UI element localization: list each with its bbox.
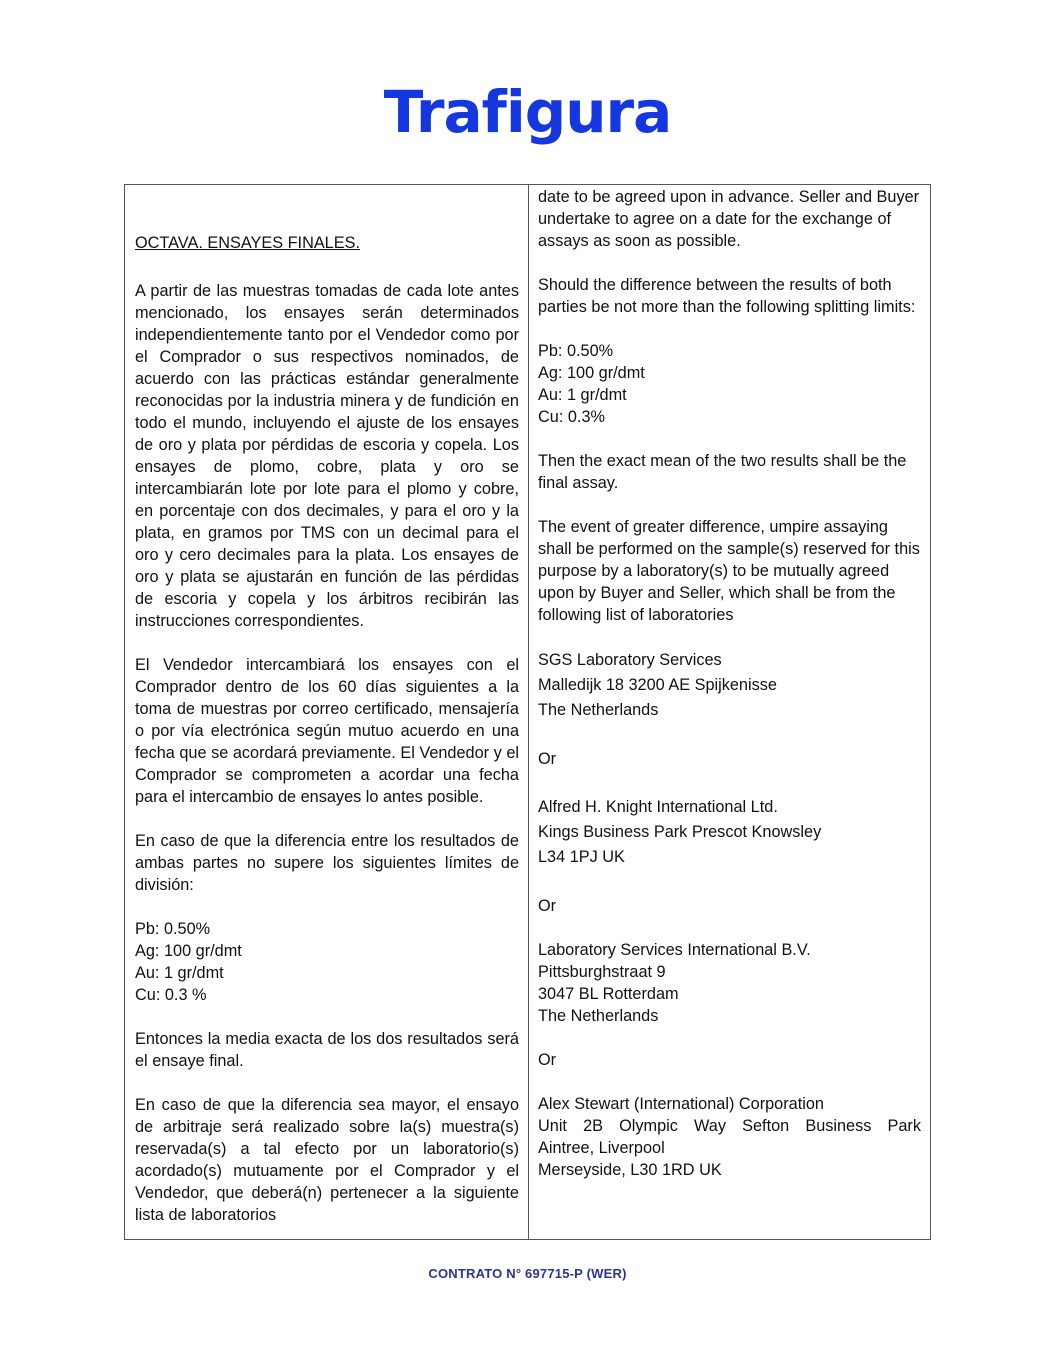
contract-number: CONTRATO N° 697715-P (WER) xyxy=(428,1266,627,1281)
limit-ag: Ag: 100 gr/dmt xyxy=(135,942,242,960)
paragraph-splitting-limits: En caso de que la diferencia entre los resultados de ambas partes no supere los siguientes límites de división: xyxy=(135,832,519,894)
paragraph-assay-exchange-en: date to be agreed upon in advance. Seller and Buyer undertake to agree on a date for the exchange of assays as soon as possible. xyxy=(538,188,920,250)
paragraph-final-assay-en: Then the exact mean of the two results shall be the final assay. xyxy=(538,452,907,492)
section-heading: OCTAVA. ENSAYES FINALES. xyxy=(135,234,360,252)
limit-pb: Pb: 0.50% xyxy=(135,920,211,938)
lab-country: The Netherlands xyxy=(538,1007,659,1025)
laboratory-sgs xyxy=(538,648,921,723)
splitting-limits-list xyxy=(135,918,519,1006)
lab-country: The Netherlands xyxy=(538,701,659,719)
limit-au: Au: 1 gr/dmt xyxy=(538,386,627,404)
lab-name: Alex Stewart (International) Corporation xyxy=(538,1095,824,1113)
lab-address: Kings Business Park Prescot Knowsley xyxy=(538,823,822,841)
limit-au: Au: 1 gr/dmt xyxy=(135,964,224,982)
limit-pb: Pb: 0.50% xyxy=(538,342,614,360)
spanish-column xyxy=(125,185,529,1239)
paragraph-final-assay: Entonces la media exacta de los dos resultados será el ensaye final. xyxy=(135,1030,519,1070)
limit-ag: Ag: 100 gr/dmt xyxy=(538,364,645,382)
laboratory-alex-stewart xyxy=(538,1093,921,1181)
limit-cu: Cu: 0.3 % xyxy=(135,986,207,1004)
paragraph-umpire-assay-en: The event of greater difference, umpire assaying shall be performed on the sample(s) reserved for this purpose by a laboratory(s) to be mutually agreed upon by Buyer and Seller, which shall be from the following list of laboratories xyxy=(538,518,920,624)
lab-postcode: L34 1PJ UK xyxy=(538,848,625,866)
splitting-limits-list-en xyxy=(538,340,921,428)
limit-cu: Cu: 0.3% xyxy=(538,408,605,426)
lab-postcode: Merseyside, L30 1RD UK xyxy=(538,1161,722,1179)
english-column xyxy=(529,185,930,1239)
contract-table xyxy=(124,184,931,1240)
lab-city: Aintree, Liverpool xyxy=(538,1139,665,1157)
lab-name: Laboratory Services International B.V. xyxy=(538,941,811,959)
lab-street: Pittsburghstraat 9 xyxy=(538,963,666,981)
or-separator: Or xyxy=(538,750,557,768)
paragraph-umpire-assay: En caso de que la diferencia sea mayor, el ensayo de arbitraje será realizado sobre la(s) muestra(s) reservada(s) a tal efecto por un laboratorio(s) acordado(s) mutuamente por el Comprador y el Vendedor, que deberá(n) pertenecer a la siguiente lista de laboratorios xyxy=(135,1096,519,1224)
lab-city: 3047 BL Rotterdam xyxy=(538,985,679,1003)
trafigura-logo: Trafigura xyxy=(383,78,672,146)
paragraph-assay-exchange: El Vendedor intercambiará los ensayes con el Comprador dentro de los 60 días siguientes a la toma de muestras por correo certificado, mensajería o por vía electrónica según mutuo acuerdo en una fecha que se acordará previamente. El Vendedor y el Comprador se comprometen a acordar una fecha para el intercambio de ensayes lo antes posible. xyxy=(135,656,519,806)
or-separator: Or xyxy=(538,1051,557,1069)
lab-street: Unit 2B Olympic Way Sefton Business Park xyxy=(538,1117,921,1135)
or-separator: Or xyxy=(538,897,557,915)
paragraph-assay-determination: A partir de las muestras tomadas de cada lote antes mencionado, los ensayes serán determinados independientemente tanto por el Vendedor como por el Comprador o sus respectivos nominados, de acuerdo con las prácticas estándar generalmente reconocidas por la industria minera y de fundición en todo el mundo, incluyendo el ajuste de los ensayes de oro y plata por pérdidas de escoria y copela. Los ensayes de plomo, cobre, plata y oro se intercambiarán lote por lote para el plomo y cobre, en porcentaje con dos decimales, y para el oro y la plata, en gramos por TMS con un decimal para el oro y cero decimales para la plata. Los ensayes de oro y plata se ajustarán en función de las pérdidas de escoria y copela y los árbitros recibirán las instrucciones correspondientes. xyxy=(135,282,519,630)
laboratory-alfred-knight xyxy=(538,795,921,870)
lab-address: Malledijk 18 3200 AE Spijkenisse xyxy=(538,676,777,694)
lab-name: Alfred H. Knight International Ltd. xyxy=(538,798,778,816)
paragraph-splitting-limits-en: Should the difference between the results of both parties be not more than the following splitting limits: xyxy=(538,276,916,316)
laboratory-lsi xyxy=(538,939,921,1027)
lab-name: SGS Laboratory Services xyxy=(538,651,722,669)
